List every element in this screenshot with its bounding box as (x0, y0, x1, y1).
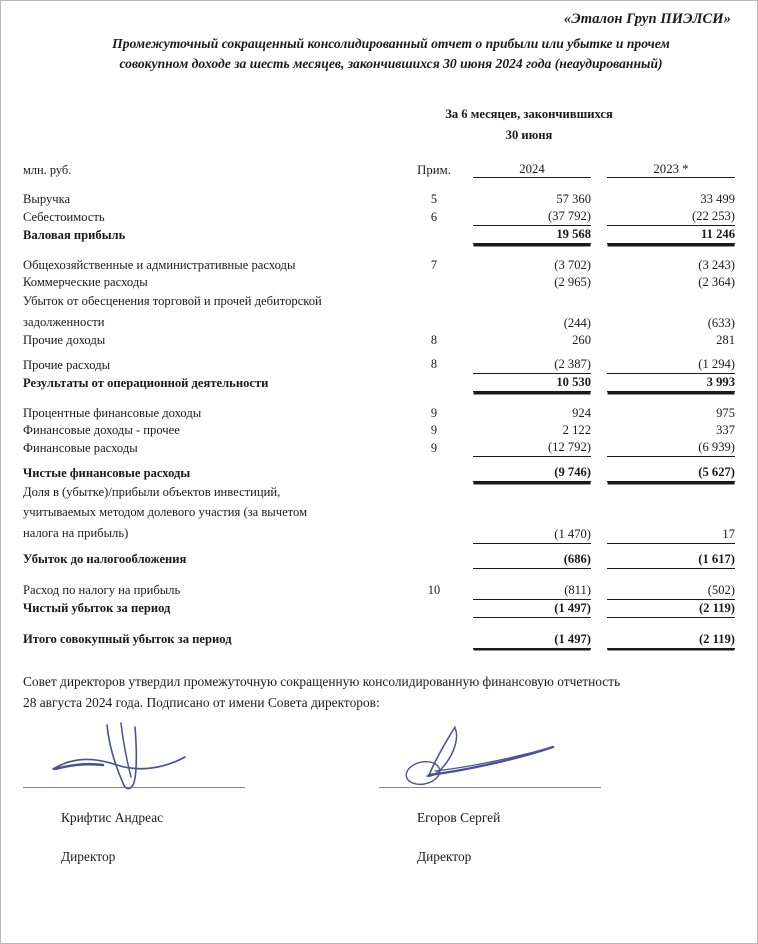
table-row-other-expenses (23, 356, 735, 374)
signatory-role-1: Директор (61, 848, 116, 864)
row-note (395, 291, 473, 332)
row-value-2023: (3 243) (698, 258, 735, 272)
table-row-total-comprehensive-loss (23, 631, 735, 649)
row-value-2024: (9 746) (473, 464, 591, 482)
row-label: Убыток до налогообложения (23, 552, 187, 566)
row-label-line-1: Убыток от обесценения торговой и прочей дебиторской (23, 294, 322, 308)
row-value-2023: (502) (607, 582, 735, 600)
row-value-2024: (1 470) (473, 482, 591, 544)
row-label: Итого совокупный убыток за период (23, 632, 232, 646)
table-row-finance-income-other (23, 422, 735, 439)
company-name: «Эталон Груп ПИЭЛСИ» (563, 11, 731, 27)
row-note (395, 482, 473, 544)
signatory-name-2: Егоров Сергей (417, 809, 501, 825)
row-label: Процентные финансовые доходы (23, 406, 202, 420)
table-row-net-loss (23, 599, 735, 617)
row-value-2023: 11 246 (607, 226, 735, 244)
period-heading-line-2: 30 июня (505, 128, 553, 142)
table-row-gross-profit (23, 226, 735, 244)
row-value-2024: 924 (572, 406, 591, 420)
table-row-net-finance-costs (23, 464, 735, 482)
row-value-2024: 260 (572, 333, 591, 347)
spacer (23, 568, 735, 582)
table-header-row (23, 162, 735, 178)
row-label: Результаты от операционной деятельности (23, 375, 269, 390)
document-subtitle-line-2: совокупном доходе за шесть месяцев, закончившихся 30 июня 2024 года (неаудированный) (119, 56, 663, 71)
row-label: Прочие доходы (23, 333, 106, 347)
spacer (23, 457, 735, 465)
row-value-2024: (12 792) (473, 439, 591, 457)
row-value-2023: (2 119) (607, 599, 735, 617)
signatory-role-2: Директор (417, 848, 472, 864)
table-row-interest-income (23, 405, 735, 422)
column-header-2023: 2023 * (607, 162, 735, 178)
row-value-2024: 10 530 (473, 374, 591, 392)
row-note: 8 (430, 357, 438, 371)
table-row-equity-method (23, 482, 735, 544)
row-note: 9 (430, 440, 438, 455)
row-value-2023: (5 627) (607, 464, 735, 482)
row-value-2024: (1 497) (473, 599, 591, 617)
row-label-line-2: задолженности (23, 314, 105, 329)
document-subtitle (51, 34, 731, 74)
row-label (23, 482, 395, 544)
row-value-2024: 19 568 (473, 226, 591, 244)
row-label: Финансовые доходы - прочее (23, 423, 180, 437)
column-header-2024: 2024 (473, 162, 591, 178)
board-approval-line-2: 28 августа 2024 года. Подписано от имени Совета директоров: (23, 694, 380, 710)
row-value-2024: (686) (473, 551, 591, 569)
row-value-2023: 17 (607, 482, 735, 544)
signature-ink-2 (379, 725, 625, 787)
signatory-name-1: Крифтис Андреас (61, 809, 164, 825)
spacer (23, 244, 735, 258)
row-note: 5 (430, 192, 438, 206)
board-approval-line-1: Совет директоров утвердил промежуточную сокращенную консолидированную финансовую отчетность (23, 673, 621, 689)
table-row-operating-result (23, 374, 735, 392)
column-header-note: Прим. (417, 162, 451, 177)
row-label: Валовая прибыль (23, 227, 126, 242)
signatory-2 (379, 725, 625, 865)
row-label: Общехозяйственные и административные расходы (23, 258, 296, 272)
row-value-2023: 281 (716, 333, 735, 347)
table-row-cost-of-sales (23, 208, 735, 226)
row-label: Выручка (23, 192, 71, 206)
row-label: Чистые финансовые расходы (23, 465, 191, 480)
row-note: 6 (430, 209, 438, 224)
row-label-line-1: Доля в (убытке)/прибыли объектов инвестиций, (23, 484, 281, 499)
row-label: Прочие расходы (23, 357, 111, 372)
row-value-2024: (3 702) (554, 258, 591, 272)
row-value-2023: (633) (707, 316, 735, 330)
row-value-2023: (2 364) (698, 275, 735, 289)
row-value-2023: 33 499 (700, 192, 735, 206)
row-note: 8 (430, 333, 438, 347)
row-note (395, 551, 473, 569)
row-value-2024: (37 792) (473, 208, 591, 226)
row-label: Чистый убыток за период (23, 601, 171, 615)
row-note: 7 (430, 258, 438, 272)
row-value-2023: (6 939) (607, 439, 735, 457)
spacer (23, 178, 735, 192)
row-note: 10 (427, 583, 441, 597)
row-note (395, 274, 473, 291)
unit-label: млн. руб. (23, 162, 72, 177)
table-row-impairment (23, 291, 735, 332)
table-row-other-income (23, 332, 735, 349)
row-value-2023: (2 119) (607, 631, 735, 649)
spacer (23, 349, 735, 356)
income-statement-table (23, 162, 735, 649)
row-value-2024: (1 497) (473, 631, 591, 649)
row-label: Себестоимость (23, 209, 105, 224)
signatory-1 (23, 725, 269, 865)
row-value-2024: (2 965) (554, 275, 591, 289)
row-label-line-3: налога на прибыль) (23, 525, 129, 540)
row-value-2023: 3 993 (607, 374, 735, 392)
document-subtitle-line-1: Промежуточный сокращенный консолидированный отчет о прибыли или убытке и прочем (112, 36, 670, 51)
row-note (395, 599, 473, 617)
row-value-2023: 337 (716, 423, 735, 437)
row-value-2024: (244) (563, 316, 591, 330)
period-heading (23, 104, 735, 146)
spacer (23, 392, 735, 406)
table-row-admin-expenses (23, 257, 735, 274)
row-note: 9 (430, 423, 438, 437)
row-value-2024: 2 122 (562, 423, 591, 437)
board-approval-note (23, 671, 735, 713)
row-label: Коммерческие расходы (23, 275, 148, 289)
row-label-line-2: учитываемых методом долевого участия (за вычетом (23, 505, 308, 519)
row-value-2023: (22 253) (607, 208, 735, 226)
row-value-2024: 57 360 (556, 192, 591, 206)
table-row-finance-costs (23, 439, 735, 457)
row-note (395, 374, 473, 392)
row-label: Финансовые расходы (23, 440, 138, 455)
signature-ink-1 (23, 725, 269, 787)
row-note (395, 464, 473, 482)
row-value-2023: (1 617) (607, 551, 735, 569)
row-value-2024: (811) (473, 582, 591, 600)
row-note (395, 631, 473, 649)
table-row-selling-expenses (23, 274, 735, 291)
row-value-2023: (1 294) (607, 356, 735, 374)
signature-block (23, 725, 735, 865)
row-value-2024: (2 387) (473, 356, 591, 374)
row-value-2023: 975 (716, 406, 735, 420)
row-label (23, 291, 395, 332)
spacer (23, 543, 735, 551)
table-row-loss-before-tax (23, 551, 735, 569)
row-label: Расход по налогу на прибыль (23, 583, 181, 597)
period-heading-line-1: За 6 месяцев, закончившихся (445, 107, 613, 121)
row-note (395, 226, 473, 244)
spacer (23, 617, 735, 631)
table-row-income-tax (23, 582, 735, 600)
table-row-revenue (23, 191, 735, 208)
row-note: 9 (430, 406, 438, 420)
